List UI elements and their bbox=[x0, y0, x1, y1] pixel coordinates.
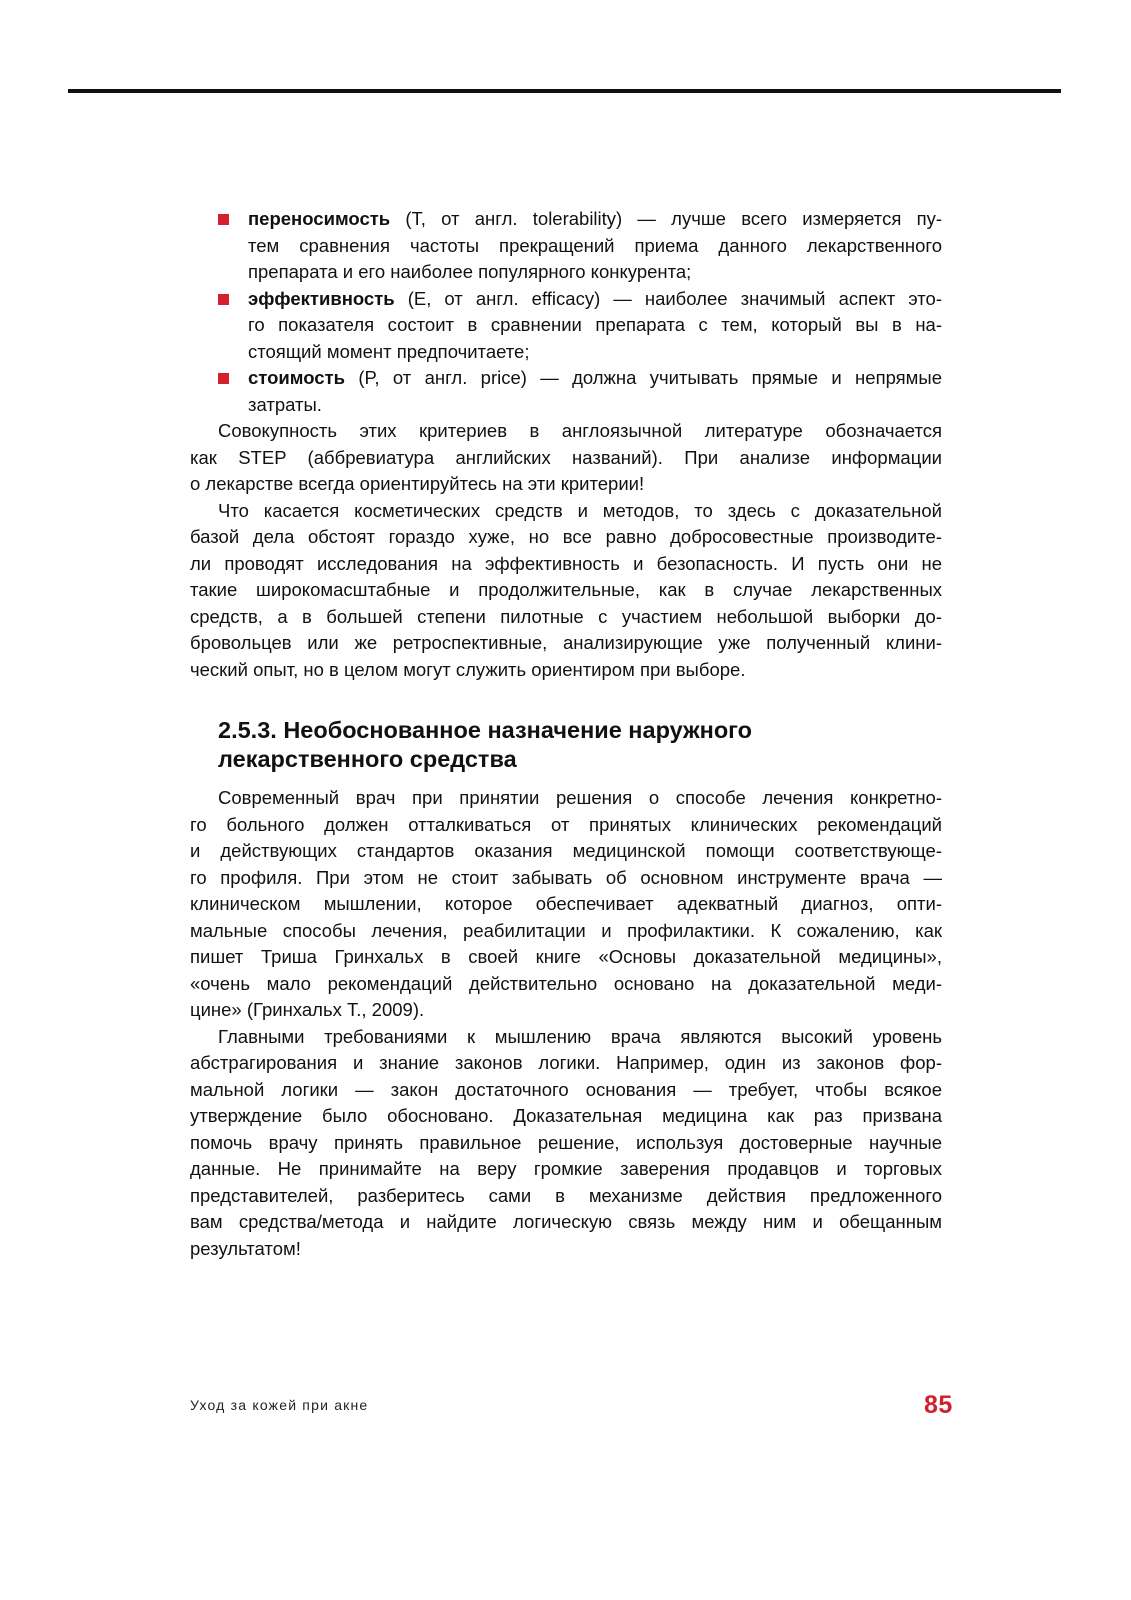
list-item-text: стоящий момент предпочитаете; bbox=[248, 340, 530, 362]
paragraph-line: базой дела обстоят гораздо хуже, но все равно добросовестные производите- bbox=[190, 526, 942, 547]
list-item-text: (P, от англ. price) — должна учитывать прямые и непрямые bbox=[345, 367, 942, 388]
paragraph-line: Совокупность этих критериев в англоязычной литературе обозначается bbox=[218, 420, 942, 441]
paragraph bbox=[190, 1024, 942, 1263]
list-item bbox=[190, 365, 942, 418]
paragraph-line: мальные способы лечения, реабилитации и профилактики. К сожалению, как bbox=[190, 919, 942, 941]
bullet-icon bbox=[218, 294, 229, 305]
term: стоимость bbox=[248, 367, 345, 388]
paragraph-line: ческий опыт, но в целом могут служить ориентиром при выборе. bbox=[190, 658, 746, 680]
term: переносимость bbox=[248, 208, 391, 229]
paragraph-line: клиническом мышлении, которое обеспечивает адекватный диагноз, опти- bbox=[190, 893, 942, 914]
paragraph-line: представителей, разберитесь сами в механизме действия предложенного bbox=[190, 1184, 942, 1206]
paragraph-line: такие широкомасштабные и продолжительные, как в случае лекарственных bbox=[190, 579, 942, 600]
paragraph-line: о лекарстве всегда ориентируйтесь на эти критерии! bbox=[190, 473, 645, 494]
paragraph-line: результатом! bbox=[190, 1237, 301, 1259]
paragraph-line: Современный врач при принятии решения о способе лечения конкретно- bbox=[218, 787, 942, 808]
paragraph-line: абстрагирования и знание законов логики. Например, один из законов фор- bbox=[190, 1052, 942, 1073]
list-item-text: (T, от англ. tolerability) — лучше всего измеряется пу- bbox=[390, 208, 942, 229]
paragraph bbox=[190, 785, 942, 1024]
list-item-text: затраты. bbox=[248, 393, 322, 415]
criteria-list bbox=[190, 206, 942, 418]
paragraph-line: средств, а в большей степени пилотные с участием небольшой выборки до- bbox=[190, 605, 942, 627]
list-item-text: препарата и его наиболее популярного конкурента; bbox=[248, 261, 692, 282]
term: эффективность bbox=[248, 287, 395, 309]
list-item bbox=[190, 286, 942, 366]
running-footer-title: Уход за кожей при акне bbox=[190, 1397, 369, 1413]
top-rule bbox=[68, 89, 1061, 93]
page-number: 85 bbox=[924, 1391, 953, 1419]
list-item-text: тем сравнения частоты прекращений приема данного лекарственного bbox=[248, 234, 942, 256]
page-body bbox=[190, 206, 942, 1262]
paragraph-line: пишет Триша Гринхальх в своей книге «Основы доказательной медицины», bbox=[190, 946, 942, 967]
paragraph-line: «очень мало рекомендаций действительно основано на доказательной меди- bbox=[190, 972, 942, 994]
bullet-icon bbox=[218, 214, 229, 225]
paragraph-line: и действующих стандартов оказания медицинской помощи соответствующе- bbox=[190, 840, 942, 861]
list-item-text: го показателя состоит в сравнении препарата с тем, который вы в на- bbox=[248, 314, 942, 335]
list-item-text: (E, от англ. efficacy) — наиболее значимый аспект это- bbox=[394, 287, 942, 309]
paragraph-line: данные. Не принимайте на веру громкие заверения продавцов и торговых bbox=[190, 1158, 942, 1179]
section-heading-line: лекарственного средства bbox=[218, 746, 517, 772]
paragraph-line: го больного должен отталкиваться от принятых клинических рекомендаций bbox=[190, 813, 942, 835]
paragraph-line: помочь врачу принять правильное решение, используя достоверные научные bbox=[190, 1131, 942, 1153]
paragraph bbox=[190, 498, 942, 684]
paragraph-line: бровольцев или же ретроспективные, анализирующие уже полученный клини- bbox=[190, 632, 942, 653]
paragraph-line: Что касается косметических средств и методов, то здесь с доказательной bbox=[218, 499, 942, 521]
paragraph-line: мальной логики — закон достаточного основания — требует, чтобы всякое bbox=[190, 1078, 942, 1100]
paragraph-line: утверждение было обосновано. Доказательная медицина как раз призвана bbox=[190, 1105, 942, 1126]
paragraph-line: го профиля. При этом не стоит забывать об основном инструменте врача — bbox=[190, 866, 942, 888]
paragraph-line: вам средства/метода и найдите логическую связь между ним и обещанным bbox=[190, 1211, 942, 1232]
bullet-icon bbox=[218, 373, 229, 384]
section-heading bbox=[190, 716, 942, 774]
paragraph bbox=[190, 418, 942, 498]
paragraph-line: цине» (Гринхальх Т., 2009). bbox=[190, 999, 425, 1020]
list-item bbox=[190, 206, 942, 286]
section-heading-line: 2.5.3. Необоснованное назначение наружного bbox=[218, 717, 753, 743]
paragraph-line: Главными требованиями к мышлению врача являются высокий уровень bbox=[218, 1025, 942, 1047]
paragraph-line: как STEP (аббревиатура английских названий). При анализе информации bbox=[190, 446, 942, 468]
paragraph-line: ли проводят исследования на эффективность и безопасность. И пусть они не bbox=[190, 552, 942, 574]
